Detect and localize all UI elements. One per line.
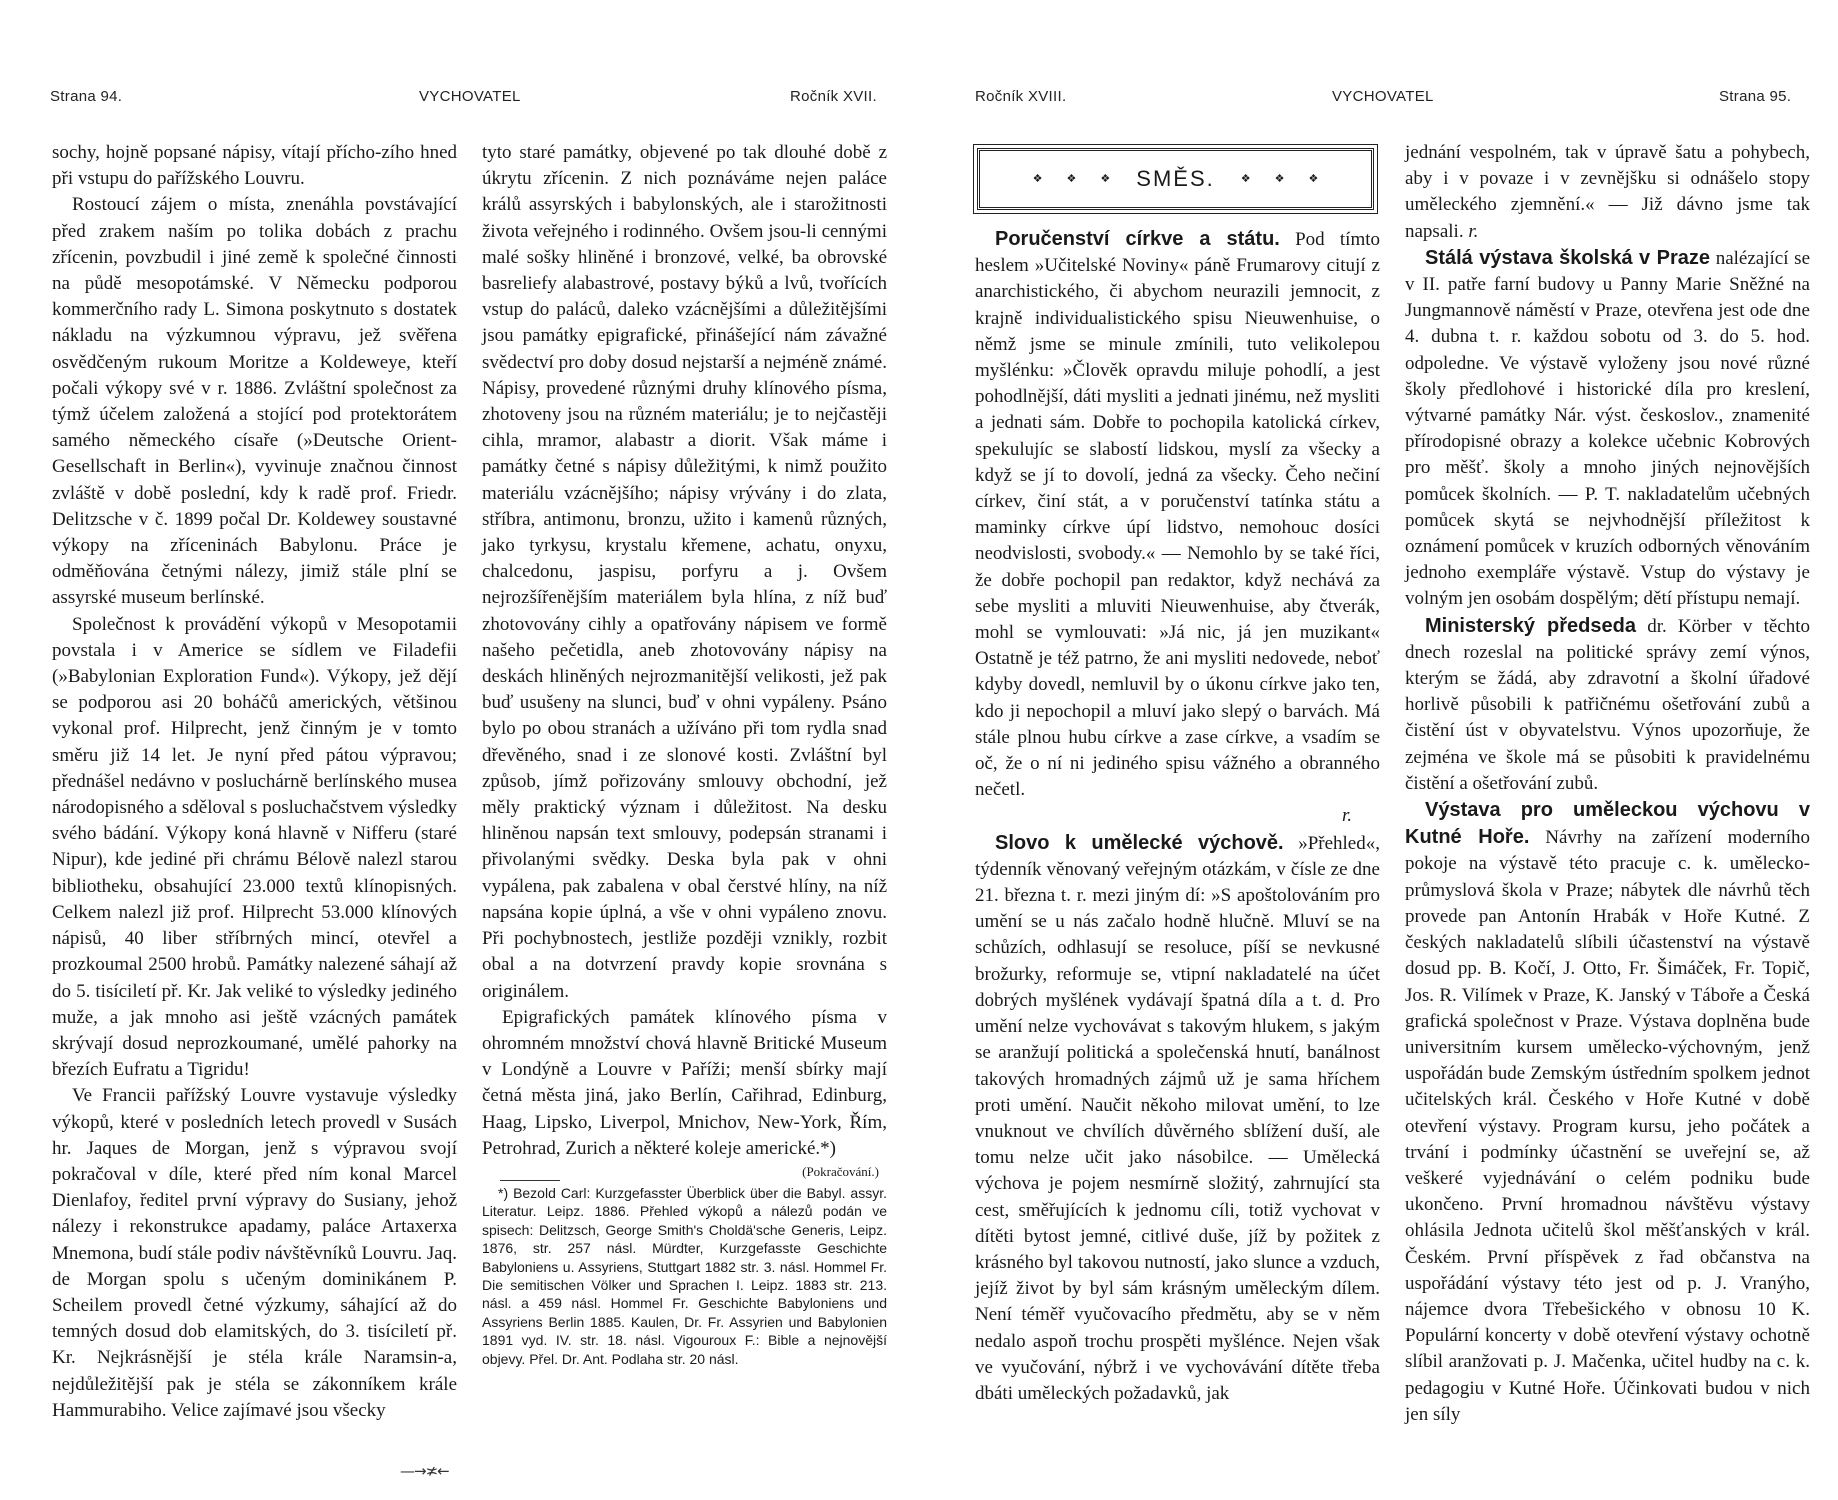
volume-left: Ročník XVII. [790,88,877,105]
paragraph: sochy, hojně popsané nápisy, vítají přícho-zího hned při vstupu do pařížského Louvru. [52,142,457,190]
diamond-ornament-icon: ❖ [1100,172,1111,185]
article-text: dr. Körber v těchto dnech rozeslal na politické správy zemí výnos, kterým se žádá, aby zdravotní a školní úřadové horlivě působili k patřičnému ošetřování zubů a čistění úst v obyvatelstvu. Výnos upozorňuje, že zejména ve škole má se působiti k pravidelnému čistění a ošetřování zubů. [1405,615,1811,794]
page-number-right: Strana 95. [1719,88,1792,105]
article-text: nalézající se v II. patře farní budovy u Panny Marie Sněžné na Jungmannově náměstí v Praze, otevřena jest ode dne 4. dubna t. r. každou sobotu od 3. do 5. hod. odpoledne. Ve výstavě vyloženy jsou nové různé školy předlohové i historické díla pro kreslení, výtvarné památky Nár. výst. českoslov., znamenité přírodopisné obrazy a kolekce učebnic Kobrových pro měšť. školy a mnoho jiných nejnovějších pomůcek školních. — P. T. nakladatelům učebných pomůcek skytá se nejvhodnější příležitost k oznámení pomůcek v kruzích odborných věnováním jednoho exempláře výstavě. Vstup do výstavy je volným jen osobám dospělým; dětí přístupu nemají. [1405,247,1811,610]
article-paragraph [1405,613,1810,797]
signature: r. [1468,220,1479,242]
article-title: Poručenství církve a státu. [995,228,1280,250]
left-column-2 [482,140,887,1368]
article-paragraph [1405,140,1810,245]
page-number-left: Strana 94. [50,88,123,105]
right-page [919,0,1838,1500]
section-title: SMĚS. [1136,165,1215,191]
signature: r. [1341,805,1352,827]
running-head-right: VYCHOVATEL [1332,88,1434,105]
article-title: Ministerský předseda [1425,614,1636,637]
end-ornament: —→≭← [400,1462,449,1480]
article-text: Návrhy na zařízení moderního pokoje na výstavě této pracuje c. k. umělecko-průmyslová škola v Praze; nábytek dle návrhů těch provede pan Antonín Hrabák v Hoře Kutné. Z českých nakladatelů slíbili účastenství na výstavě dosud pp. B. Kočí, J. Otto, Fr. Šimáček, Fr. Topič, Jos. R. Vilímek v Praze, K. Janský v Táboře a Česká grafická společnost v Praze. Výstava doplněna bude universitním kursem umělecko-výchovným, jenž uspořádán bude Zemským ústředním spolkem jednot učitelských král. Českého v Hoře Kutné v době otevření výstavy. Program kursu, jeho počátek a trvání i podmínky účastnění se uveřejní se, až veškeré vyjednávání o celém podniku bude ukončeno. První hromadnou návštěvu výstavy ohlásila Jednota učitelů škol měšťanských v král. Českém. První příspěvek z řad občanstva na uspořádání výstavy této jest od p. J. Vranýho, nájemce dvora Třebešického v obnosu 10 K. Populární koncerty v době otevření výstavy ochotně slíbil aranžovati p. J. Mačenka, učitel hudby na c. k. pedagogiu v Kutné Hoře. Účinkovati budou v nich jen síly [1405,827,1810,1425]
article-title: Stálá výstava školská v Praze [1425,246,1711,269]
paragraph: tyto staré památky, objevené po tak dlouhé době z úkrytu zřícenin. Z nich poznáváme nejen paláce králů assyrských i babylonských, ale i starožitnosti života veřejného i rodinného. Ovšem jsou-li cennými malé sošky hliněné i bronzové, velké, ba obrovské basreliefy alabastrové, postavy býků a lvů, tvořících vstup do paláců, daleko vzácnějšími a důležitějšími jsou památky epigrafické, přinášející nám závažné svědectví pro doby dosud nejstarší a nejméně známé. Nápisy, provedené různými druhy klínového písma, zhotoveny jsou na různém materiálu; je to nejčastěji cihla, mramor, alabastr a diorit. Však máme i památky četné s nápisy důležitými, k nimž použito materiálu vzácnějšího; nápisy vrývány i do zlata, stříbra, antimonu, bronzu, užito i kamenů různých, jako tyrkysu, krystalu křemene, achatu, onyxu, chalcedonu, jaspisu, porfyru a j. Ovšem nejrozšířenějším materiálem byla hlína, z níž buď zhotovovány cihly a opatřovány nápisem ve formě našeho pečetidla, aneb zhotovovány nápisy na deskách hliněných nejrozmanitější velikosti, jež pak buď usušeny na slunci, buď v ohni vypáleny. Psáno bylo po obou stranách a užíváno při tom rydla snad dřevěného, snad i ze slonové kosti. Zvláštní byl způsob, jímž pořizovány smlouvy obchodní, jež měly praktický význam i důležitost. Na desku hliněnou napsán text smlouvy, podepsán stranami i přivolanými svědky. Deska byla pak v ohni vypálena, pak zabalena v obal čerstvé hlíny, na níž napsána kopie úplná, a vše v ohni vypáleno znovu. Při pochybnostech, jestliže později vznikly, rozbit obal a na dotvrzení pravdy kopie srovnána s originálem. [482,142,887,1002]
article-title: Výstava pro uměleckou výchovu v Kutné Hoře. [1405,799,1810,849]
article-paragraph [975,830,1380,1407]
right-column-1 [975,140,1380,1407]
article-paragraph [1405,245,1810,613]
volume-right: Ročník XVIII. [975,88,1067,105]
article-paragraph [1405,797,1810,1428]
paragraph: Epigrafických památek klínového písma v ohromném množství chová hlavně Britické Museum v Londýně a Louvre v Paříži; menší sbírky mají četná města jiná, jako Berlín, Cařihrad, Edinburg, Haag, Lipsko, Liverpol, Mnichov, New-York, Řím, Petrohrad, Zurich a některé koleje americké.*) [482,1006,887,1159]
article-text: »Přehled«, týdenník věnovaný veřejným otázkám, v čísle ze dne 21. března t. r. mezi jiným dí: »S apoštolováním pro umění se u nás začalo hodně hlučně. Mluví se na schůzích, odhlasují se resoluce, píší se nevkusné brožurky, reformuje se, vtipní nakladatelé na účet dobrých myšlének vydávají špatná díla a t. d. Pro umění nelze vychovávat s takovým hlukem, s jakým se aranžují politická a společenská hnutí, banálnost takových hromadných zájmů už je sama hříchem proti umění. Naučit někoho milovat umění, to lze vnuknout ve chvílích důvěrného sblížení duší, ale tomu nelze učit jako násobilce. — Umělecká výchova je pojem nesmírně složitý, zahrnující sta cest, směřujících k jednomu cíli, totiž vychovat v dítěti bytost jemné, citlivé duše, jíž by požitek z krásného byl takovou nutností, jako slunce a vzduch, jejíž život by byl sám krásným uměleckým dílem. Není téměř vyučovacího předmětu, aby se v něm nedalo aspoň trochu prospěti myšlénce. Nejen však ve vyučování, nýbrž i ve vychovávání dítěte třeba dbáti uměleckých požadavků, jak [975,832,1380,1404]
right-column-2 [1405,140,1810,1428]
article-title: Slovo k umělecké výchově. [995,831,1284,854]
footnote [482,1184,887,1368]
running-head-left: VYCHOVATEL [419,88,521,105]
article-text: Pod tímto heslem »Učitelské Noviny« páně Frumarovy citují z anarchistického, či abychom neurazili jemnocit, z krajně individualistického spisu Nieuwenhuise, o němž jsme se minule zmínili, tuto velikolepou myšlénku: »Člověk opravdu miluje pohodlí, a jest pohodlnější, dáti mysliti a jednati jinému, než mysliti a jednati sám. Dobře to pochopila katolická církev, spekulujíc se slabostí lidskou, myslí za všecky a když se jí to dovolí, jedná za všecky. Čeho nečiní církev, činí stát, a v poručenství tatínka státu a maminky církve úpí lidstvo, nemohouc dosíci neodvislosti, svobody.« — Nemohlo by se také říci, že dobře pochopil pan redaktor, když nechává za sebe mysliti a mluviti Nieuwenhuise, aby čtverák, mohl se vymlouvati: »Já nic, já jen muzikant« Ostatně je též patrno, že ani mysliti nedovede, neboť kdyby dovedl, nemluvil by o úkonu církve jako ten, kdo ji nepochopil a mluví jako slepý o barvách. Má stále plnou hubu církve a zase církve, a vsadím se oč, že o ní ni jediného spisu vážného a obranného nečetl. [975,229,1381,801]
diamond-ornament-icon: ❖ [1308,172,1319,185]
section-heading-box [977,148,1374,210]
diamond-ornament-icon: ❖ [1066,172,1077,185]
diamond-ornament-icon: ❖ [1240,172,1251,185]
diamond-ornament-icon: ❖ [1032,172,1043,185]
diamond-ornament-icon: ❖ [1274,172,1285,185]
paragraph: Ve Francii pařížský Louvre vystavuje výsledky výkopů, které v posledních letech provedl v Susách hr. Jaques de Morgan, jenž s výpravou svojí pokračoval v díle, které před ním konal Marcel Dienlafoy, ředitel první výpravy do Susiany, jehož nálezy i rekonstrukce apadamy, paláce Artaxerxa Mnemona, budí stále podiv návštěvníků Louvru. Jaq. de Morgan spolu s učeným dominikánem P. Scheilem provedl četné výzkumy, sáhající až do temných dosud dob elamitských, do 3. tisíciletí př. Kr. Nejkrásnější je stéla krále Naramsin-a, nejdůležitější pak je stéla se zákonníkem krále Hammurabiho. Velice zajímavé jsou všecky [52,1085,457,1421]
footnote-text: *) Bezold Carl: Kurzgefasster Überblick über die Babyl. assyr. Literatur. Leipz. 1886. Přehled výkopů a nálezů podán ve spisech: Delitzsch, George Smith's Choldä'sche Generis, Leipz. 1876, str. 257 násl. Mürdter, Kurzgefasste Geschichte Babyloniens u. Assyriens, Stuttgart 1882 str. 3. násl. Hommel Fr. Die semitischen Völker und Sprachen I. Leipz. 1883 str. 213. násl. a 459 násl. Hommel Fr. Geschichte Babyloniens und Assyriens Berlin 1885. Kaulen, Dr. Fr. Assyrien und Babylonien 1891 vyd. IV. str. 18. násl. Vigouroux F.: Bible a nejnovější objevy. Přel. Dr. Ant. Podlaha str. 20 násl. [482,1184,887,1367]
footnote-rule [500,1180,560,1181]
article-paragraph [975,226,1380,803]
article-text: jednání vespolném, tak v úpravě šatu a pohybech, aby i v povaze i v zevnějšku si odnášelo stopy uměleckého zjemnění.« — Již dávno jsme tak napsali. [1405,142,1810,242]
left-column-1 [52,140,457,1424]
paragraph: Společnost k provádění výkopů v Mesopotamii povstala i v Americe se sídlem ve Filadefii (»Babylonian Exploration Fund«). Výkopy, jež dějí se podporou asi 20 boháčů amerických, většinou vykonal prof. Hilprecht, jenž činným je v tomto směru již 14 let. Je nyní před pátou výpravou; přednášel nedávno v posluchárně berlínského musea národopisného a sděloval s posluchačstvem výsledky svého bádání. Výkopy koná hlavně v Nifferu (staré Nipur), kde jediné při chrámu Bélově nalezl starou bibliotheku, obsahující 23.000 textů klínopisných. Celkem nalezl již prof. Hilprecht 53.000 klínových nápisů, 40 liber stříbrných mincí, otevřel a prozkoumal 2500 hrobů. Památky nalezené sáhají až do 5. tisíciletí př. Kr. Jak veliké to výsledky jediného muže, a jak mnoho asi ještě vzácných památek skrývají dosud neprozkoumané, umělé pahorky na březích Eufratu a Tigridu! [52,613,457,1081]
paragraph: Rostoucí zájem o místa, znenáhla povstávající před zrakem naším po tolika dobách z prachu zřícenin, povzbudil i jiné země k společné činnosti na půdě mesopotámské. V Německu podporou kommerčního rady L. Simona poskytnuto s dostatek nákladu na výzkumnou výpravu, jež svěřena osvědčeným rukoum Moritze a Koldeweye, kteří počali výkopy své v r. 1886. Zvláštní společnost za týmž účelem založená a stojící pod protektorátem samého německého císaře (»Deutsche Orient-Gesellschaft in Berlin«), vyvinuje značnou činnost zvláště v době poslední, kdy k radě prof. Friedr. Delitzsche v č. 1899 počal Dr. Koldewey soustavné výkopy na zříceninách Babylonu. Práce je odměňována četnými nálezy, jimiž stále plní se assyrské museum berlínské. [52,194,457,609]
continued-note: (Pokračování.) [802,1163,879,1179]
